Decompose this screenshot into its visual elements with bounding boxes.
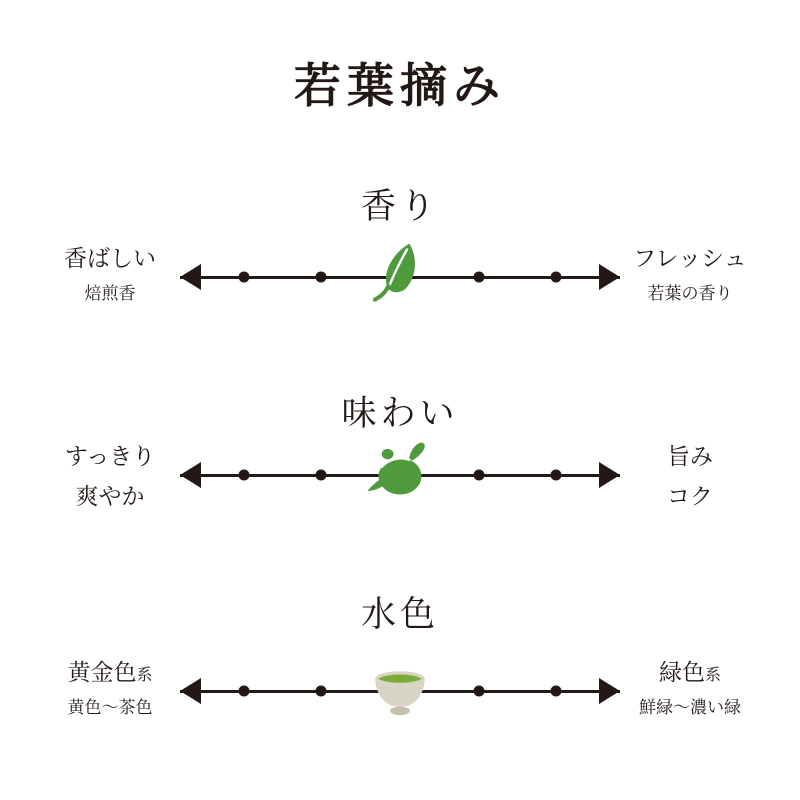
taste-left-labels	[26, 415, 194, 535]
aroma-right-main-label: フレッシュ	[633, 245, 747, 271]
teapot-icon	[366, 441, 434, 501]
taste-scale	[0, 415, 800, 535]
scale-dot	[474, 272, 485, 283]
scale-dot	[238, 686, 249, 697]
taste-section-title: 味わい	[341, 394, 459, 433]
scale-dot	[315, 686, 326, 697]
color-left-sub-label: 黄色〜茶色	[67, 698, 153, 717]
arrow-left-icon	[180, 462, 201, 488]
arrow-right-icon	[599, 462, 620, 488]
taste-right-sub-label: コク	[667, 483, 713, 509]
color-left-main-label: 黄金色系	[67, 659, 153, 685]
color-right-sub-label: 鮮緑〜濃い緑	[639, 698, 741, 717]
aroma-left-sub-label: 焙煎香	[84, 284, 136, 303]
color-right-labels	[606, 631, 774, 751]
scale-dot	[238, 470, 249, 481]
aroma-right-labels	[606, 217, 774, 337]
scale-dot	[551, 272, 562, 283]
aroma-left-main-label: 香ばしい	[64, 245, 156, 271]
aroma-scale-line	[180, 276, 620, 279]
scale-dot	[551, 686, 562, 697]
scale-dot	[238, 272, 249, 283]
color-scale	[0, 631, 800, 751]
taste-right-main-label: 旨み	[667, 443, 713, 469]
arrow-left-icon	[180, 678, 201, 704]
color-right-main-label: 緑色系	[658, 659, 721, 685]
teacup-icon	[369, 665, 431, 717]
taste-right-labels	[606, 415, 774, 535]
scale-dot	[315, 470, 326, 481]
taste-left-sub-label: 爽やか	[75, 483, 145, 509]
scale-dot	[315, 272, 326, 283]
leaf-icon	[380, 240, 420, 308]
color-scale-line	[180, 690, 620, 693]
color-section-title: 水色	[360, 595, 439, 634]
scale-dot	[474, 686, 485, 697]
aroma-scale	[0, 217, 800, 337]
arrow-left-icon	[180, 264, 201, 290]
aroma-right-sub-label: 若葉の香り	[647, 284, 733, 303]
arrow-right-icon	[599, 264, 620, 290]
scale-dot	[474, 470, 485, 481]
scale-dot	[551, 470, 562, 481]
aroma-section-title: 香り	[360, 187, 439, 226]
aroma-left-labels	[26, 217, 194, 337]
arrow-right-icon	[599, 678, 620, 704]
taste-scale-line	[180, 474, 620, 477]
taste-left-main-label: すっきり	[64, 443, 156, 469]
page-title: 若葉摘み	[294, 61, 506, 113]
color-left-labels	[26, 631, 194, 751]
